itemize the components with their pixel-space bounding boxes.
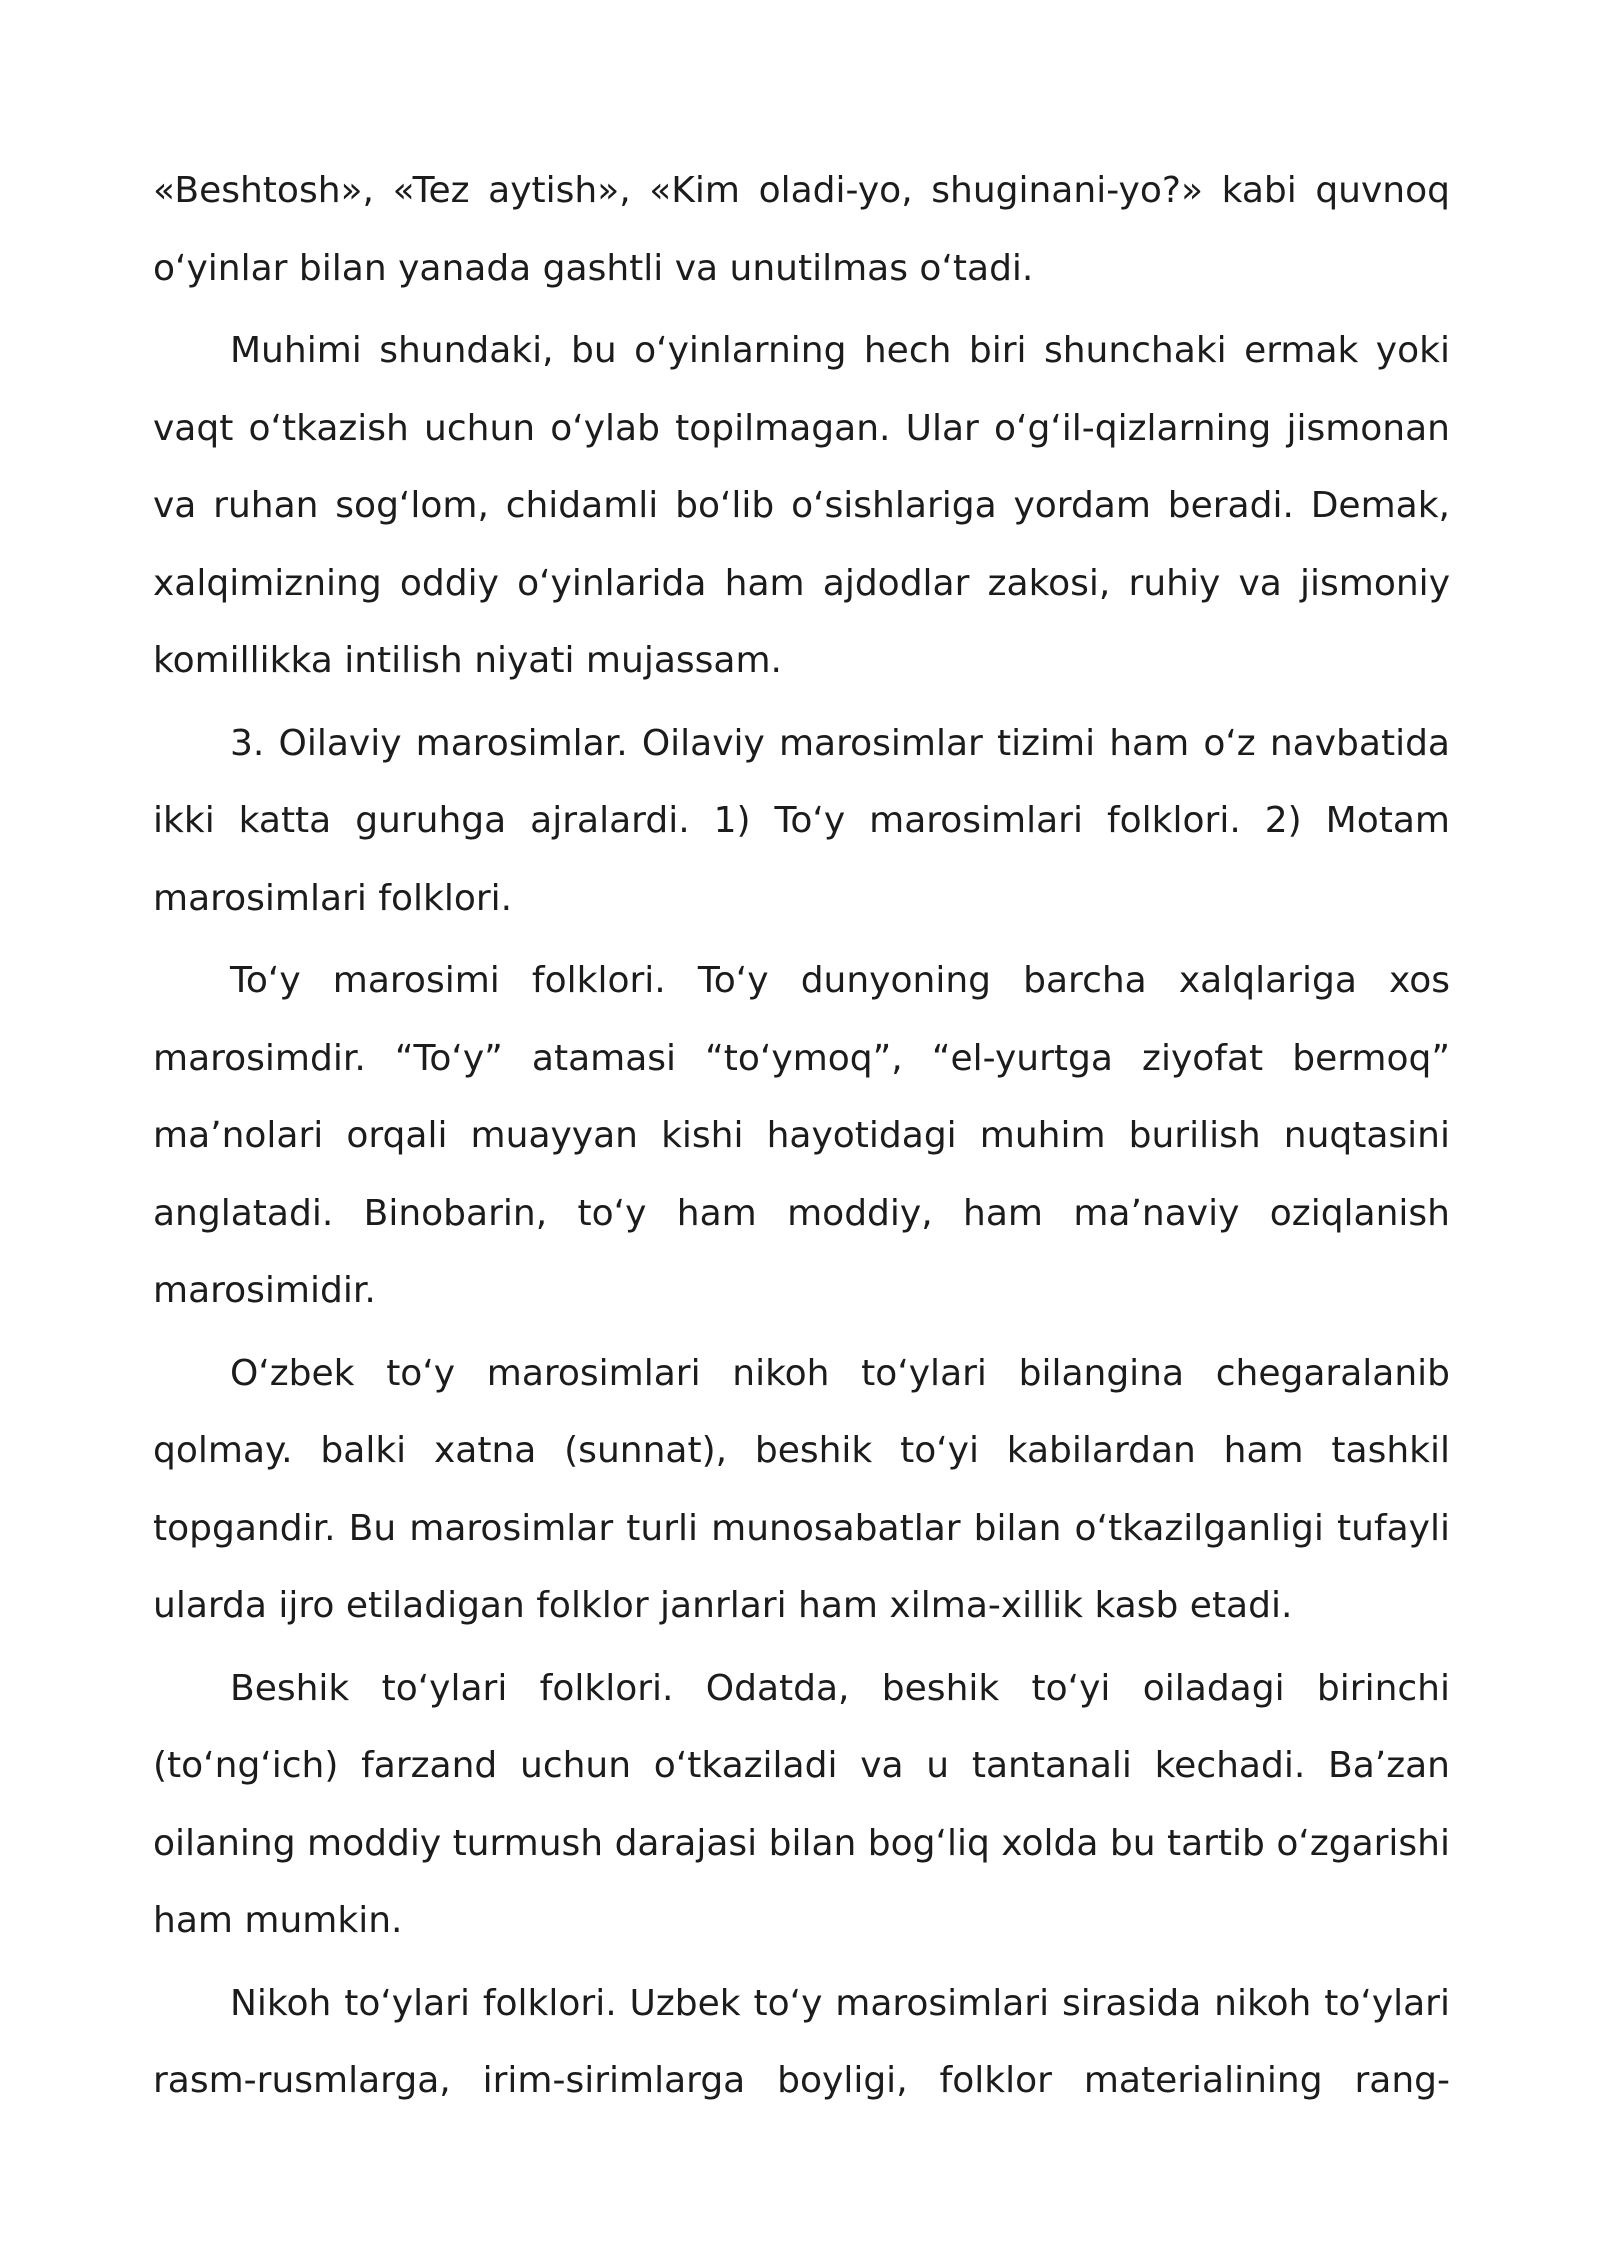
paragraph-games-continuation: «Beshtosh», «Tez aytish», «Kim oladi-yo, shuginani-yo?» kabi quvnoq oʻyinlar bilan yanada gashtli va unutilmas oʻtadi. — [153, 170, 1450, 289]
paragraph-family-rituals: 3. Oilaviy marosimlar. Oilaviy marosimlar tizimi ham oʻz navbatida ikki katta guruhga ajralardi. 1) Toʻy marosimlari folklori. 2) Motam marosimlari folklori. — [153, 722, 1450, 919]
paragraph-wedding-folklore: Toʻy marosimi folklori. Toʻy dunyoning barcha xalqlariga xos marosimdir. “Toʻy” atamasi “toʻymoq”, “el-yurtga ziyofat bermoq” maʼnolari orqali muayyan kishi hayotidagi muhim burilish nuqtasini anglatadi. Binobarin, toʻy ham moddiy, ham maʼnaviy oziqlanish marosimidir. — [153, 960, 1450, 1311]
paragraph-uzbek-weddings: Oʻzbek toʻy marosimlari nikoh toʻylari bilangina chegaralanib qolmay. balki xatna (sunnat), beshik toʻyi kabilardan ham tashkil topgandir. Bu marosimlar turli munosabatlar bilan oʻtkazilganligi tufayli ularda ijro etiladigan folklor janrlari ham xilma-xillik kasb etadi. — [153, 1352, 1450, 1626]
paragraph-games-purpose: Muhimi shundaki, bu oʻyinlarning hech biri shunchaki ermak yoki vaqt oʻtkazish uchun oʻylab topilmagan. Ular oʻgʻil-qizlarning jismonan va ruhan sogʻlom, chidamli boʻlib oʻsishlariga yordam beradi. Demak, xalqimizning oddiy oʻyinlarida ham ajdodlar zakosi, ruhiy va jismoniy komillikka intilish niyati mujassam. — [153, 330, 1450, 681]
paragraph-cradle-weddings: Beshik toʻylari folklori. Odatda, beshik toʻyi oiladagi birinchi (toʻngʻich) farzand uchun oʻtkaziladi va u tantanali kechadi. Baʼzan oilaning moddiy turmush darajasi bilan bogʻliq xolda bu tartib oʻzgarishi ham mumkin. — [153, 1667, 1450, 1941]
document-page — [153, 152, 1450, 2125]
paragraph-marriage-weddings: Nikoh toʻylari folklori. Uzbek toʻy marosimlari sirasida nikoh toʻylari rasm-rusmlarga, irim-sirimlarga boyligi, folklor materialining rang- — [153, 1982, 1450, 2101]
